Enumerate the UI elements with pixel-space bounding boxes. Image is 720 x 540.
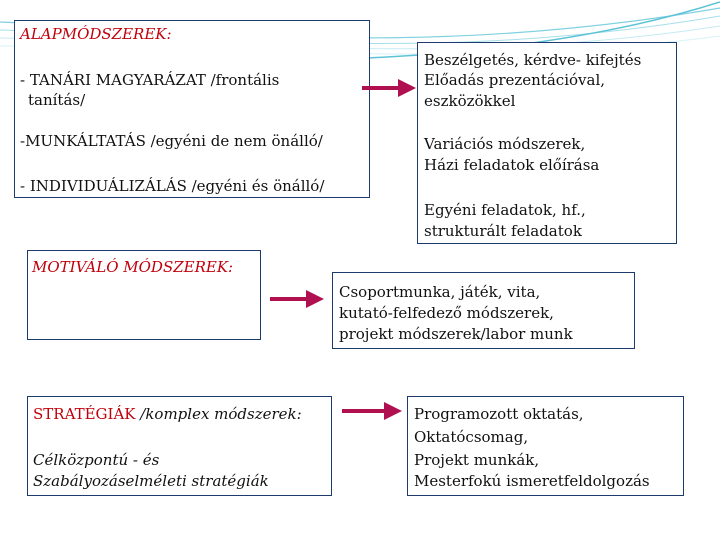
arrow-right-icon	[362, 77, 418, 99]
strategy-line: Célközpontú - és	[33, 451, 160, 469]
motivating-methods-heading: MOTIVÁLÓ MÓDSZEREK:	[32, 258, 234, 276]
method-item-lecture-cont: tanítás/	[28, 91, 86, 109]
strategy-line: Szabályozáselméleti stratégiák	[33, 472, 269, 490]
strategies-heading	[33, 404, 302, 424]
form-line: Projekt munkák,	[414, 451, 540, 469]
form-line: Csoportmunka, játék, vita,	[339, 283, 541, 301]
arrow-right-icon	[270, 288, 326, 310]
form-line: eszközökkel	[424, 92, 516, 110]
form-line: Beszélgetés, kérdve- kifejtés	[424, 51, 642, 69]
strategies-heading-rest: /komplex módszerek:	[135, 405, 302, 423]
basic-methods-heading: ALAPMÓDSZEREK:	[20, 25, 172, 43]
form-line: Programozott oktatás,	[414, 405, 584, 423]
form-line: Előadás prezentációval,	[424, 71, 606, 89]
form-line: strukturált feladatok	[424, 222, 582, 240]
method-item-lecture: - TANÁRI MAGYARÁZAT /frontális	[20, 71, 280, 89]
form-line: Variációs módszerek,	[424, 135, 586, 153]
strategies-heading-red: STRATÉGIÁK	[33, 405, 136, 423]
form-line: Oktatócsomag,	[414, 428, 529, 446]
arrow-right-icon	[342, 400, 404, 422]
form-line: kutató-felfedező módszerek,	[339, 304, 554, 322]
form-line: projekt módszerek/labor munk	[339, 325, 573, 343]
method-item-individual: - INDIVIDUÁLIZÁLÁS /egyéni és önálló/	[20, 177, 325, 195]
form-line: Házi feladatok előírása	[424, 156, 600, 174]
form-line: Mesterfokú ismeretfeldolgozás	[414, 472, 650, 490]
method-item-work: -MUNKÁLTATÁS /egyéni de nem önálló/	[20, 132, 323, 150]
form-line: Egyéni feladatok, hf.,	[424, 201, 586, 219]
